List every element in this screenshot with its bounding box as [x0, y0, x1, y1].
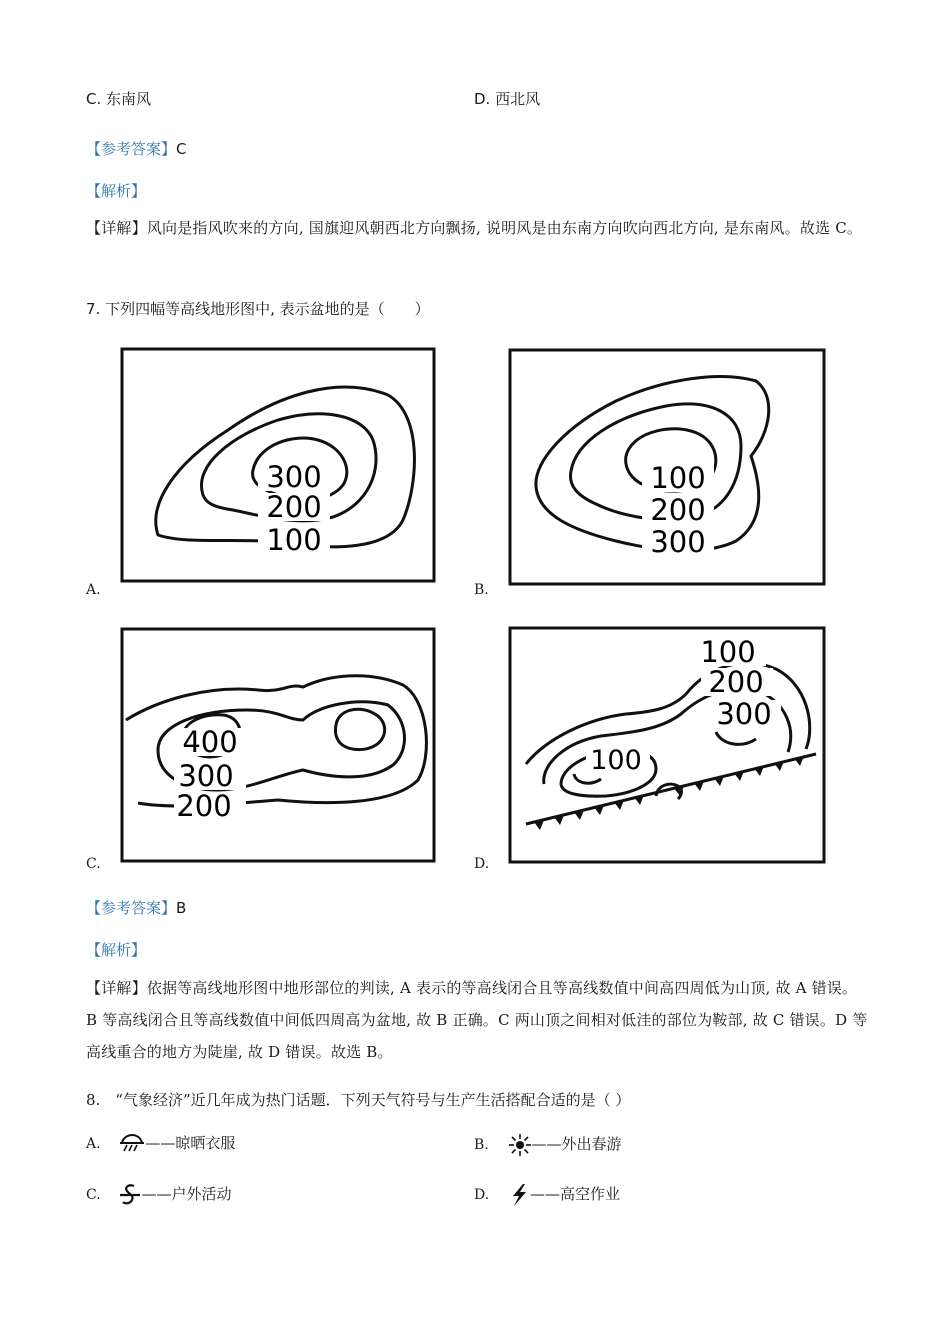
q6-analysis-label: 【解析】 — [86, 182, 147, 200]
contour-line-peak — [716, 732, 756, 744]
contour-label: 300 — [650, 525, 706, 559]
answer-label: 【参考答案】 — [86, 899, 177, 917]
contour-map-c — [118, 625, 440, 865]
q7-analysis-label: 【解析】 — [86, 941, 147, 959]
q8-question: 8. “气象经济”近几年成为热门话题．下列天气符号与生产生活搭配合适的是（ ） — [86, 1091, 631, 1109]
q6-answer — [86, 139, 187, 159]
contour-label: 300 — [716, 697, 772, 731]
answer-value: C — [176, 140, 187, 158]
option-label: D. — [474, 1187, 490, 1203]
answer-value: B — [176, 899, 187, 917]
contour-label: 100 — [590, 745, 642, 776]
contour-line-peak — [335, 709, 384, 749]
contour-label: 200 — [266, 490, 322, 524]
q8-option-c — [86, 1183, 231, 1207]
option-label: B. — [474, 1137, 489, 1153]
detail-text: 风向是指风吹来的方向, 国旗迎风朝西北方向飘扬, 说明风是由东南方向吹向西北方向, 是东南风。故选 C。 — [146, 219, 863, 237]
option-text: ——外出春游 — [531, 1135, 622, 1153]
answer-label: 【参考答案】 — [86, 140, 177, 158]
contour-label: 300 — [178, 759, 234, 793]
map-d-label: D. — [474, 856, 490, 872]
q8-option-d — [474, 1183, 620, 1207]
contour-map-a — [118, 345, 440, 585]
q6-option-d: D. 西北风 — [474, 90, 541, 108]
contour-label: 400 — [182, 725, 238, 759]
contour-label: 100 — [700, 635, 756, 669]
thunder-symbol-icon — [508, 1183, 530, 1207]
sandstorm-symbol-icon — [119, 1183, 141, 1207]
q6-detail — [86, 212, 868, 244]
map-frame — [510, 628, 824, 862]
map-b-label: B. — [474, 582, 489, 598]
option-text: ——晾晒衣服 — [145, 1134, 236, 1152]
q6-option-c: C. 东南风 — [86, 90, 152, 108]
contour-label: 200 — [708, 665, 764, 699]
detail-label: 【详解】 — [86, 979, 147, 997]
map-frame — [122, 629, 434, 861]
q7-question: 7. 下列四幅等高线地形图中, 表示盆地的是（ ） — [86, 300, 430, 318]
contour-label: 200 — [176, 789, 232, 823]
detail-text: 依据等高线地形图中地形部位的判读, A 表示的等高线闭合且等高线数值中间高四周低为山顶, 故 A 错误。B 等高线闭合且等高线数值中间低四周高为盆地, 故 B 正确。C 两山顶之间相对低洼的部位为鞍部, 故 C 错误。D 等高线重合的地方为陡崖, 故 D 错误。故选 B。 — [86, 979, 868, 1061]
detail-label: 【详解】 — [86, 219, 147, 237]
option-label: A. — [86, 1136, 101, 1152]
cliff-line — [526, 754, 816, 824]
q7-answer — [86, 898, 186, 918]
contour-label: 300 — [266, 460, 322, 494]
sun-symbol-icon — [508, 1133, 532, 1157]
map-a-label: A. — [86, 582, 101, 598]
contour-map-d — [506, 624, 830, 866]
contour-label: 100 — [650, 461, 706, 495]
option-text: ——户外活动 — [141, 1185, 232, 1203]
contour-label: 200 — [650, 493, 706, 527]
rain-shower-symbol-icon — [119, 1134, 145, 1154]
contour-label: 100 — [266, 523, 322, 557]
map-c-label: C. — [86, 856, 101, 872]
q8-option-a — [86, 1133, 235, 1154]
q7-detail — [86, 972, 868, 1068]
contour-map-b — [506, 346, 830, 588]
q8-option-b — [474, 1133, 622, 1157]
option-text: ——高空作业 — [529, 1185, 620, 1203]
option-label: C. — [86, 1187, 101, 1203]
